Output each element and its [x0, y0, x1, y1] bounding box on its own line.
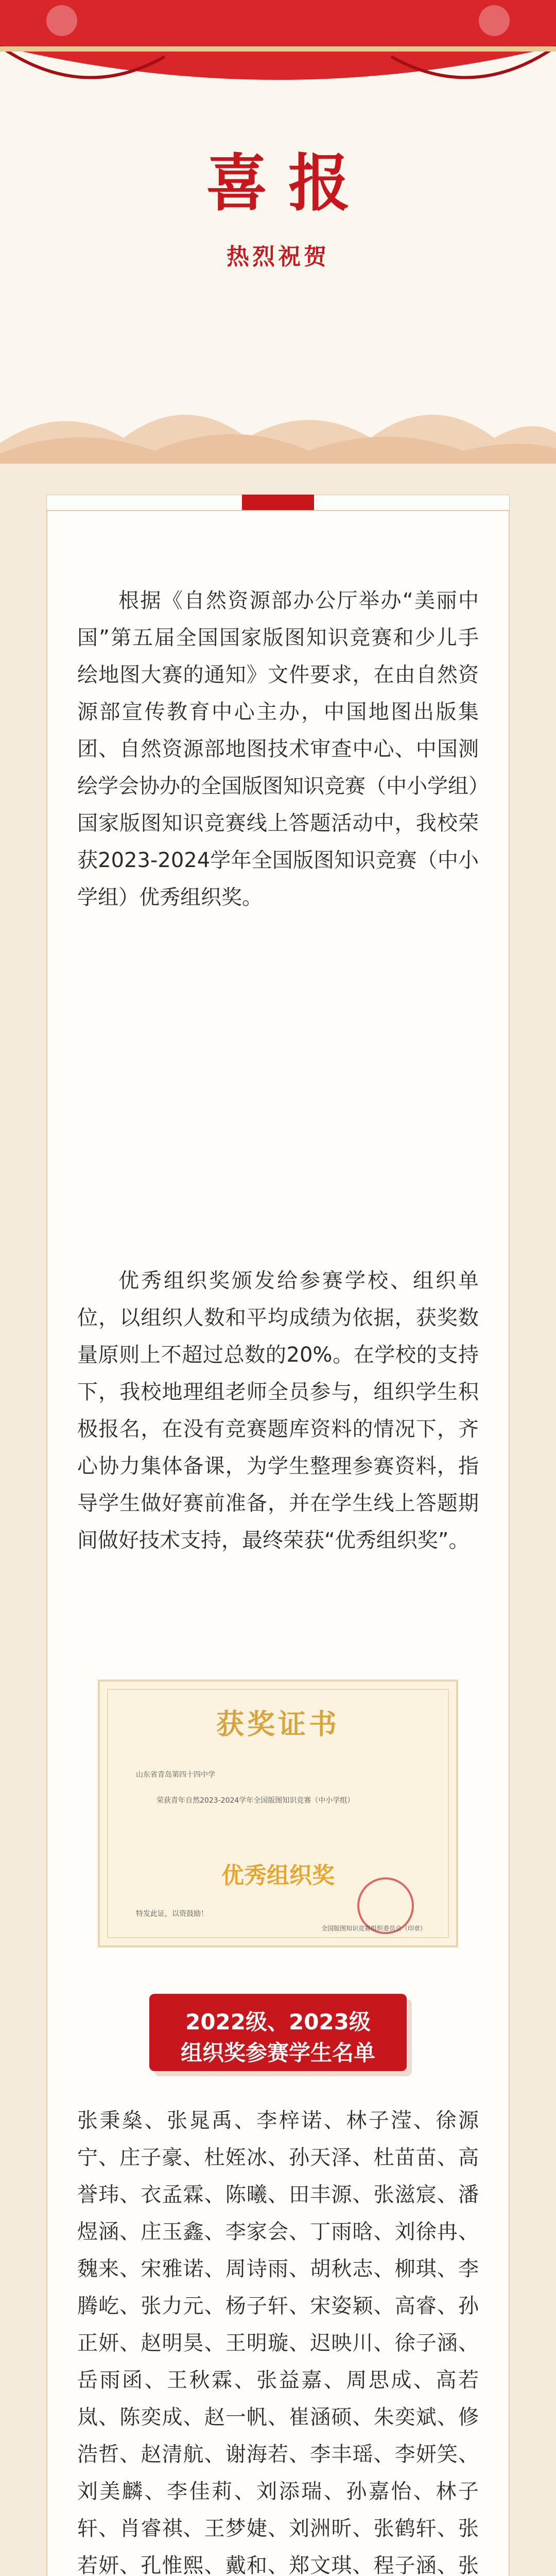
header [0, 0, 556, 464]
certificate-footer: 特发此证，以资鼓励！ [136, 1910, 208, 1918]
banner-line-2: 组织奖参赛学生名单 [180, 2040, 375, 2065]
certificate-award: 优秀组织奖 [221, 1862, 335, 1889]
cloud-decoration [0, 361, 556, 464]
banner-line-1: 2022级、2023级 [185, 2009, 371, 2035]
certificate-line: 荣获青年自然2023-2024学年全国版图知识竞赛（中小学组） [157, 1797, 355, 1805]
page-title: 喜报 [206, 148, 371, 219]
student-name-list: 张秉燊、张晁禹、李梓诺、林子滢、徐源宁、庄子豪、杜姪冰、孙天泽、杜苗苗、高誉玮、衣孟霖、陈曦、田丰源、张滋宸、潘煜涵、庄玉鑫、李家会、丁雨晗、刘徐冉、魏来、宋雅诺、周诗雨、胡秋志、柳琪、李腾屹、张力元、杨子轩、宋姿颖、高睿、孙正妍、赵明昊、王明璇、迟映川、徐子涵、岳雨函、王秋霖、张益嘉、周思成、高若岚、陈奕成、赵一帆、崔涵硕、朱奕斌、修浩哲、赵清航、谢海若、李丰瑶、李妍笑、刘美麟、李佳莉、刘添瑞、孙嘉怡、林子轩、肖睿祺、王梦婕、刘洲昕、张鹤轩、张若妍、孔惟熙、戴和、郑文琪、程子涵、张 [77, 2109, 479, 2576]
certificate-school: 山东省青岛第四十四中学 [136, 1771, 215, 1779]
student-list-banner [149, 1994, 407, 2071]
title-block [0, 134, 556, 271]
certificate-title: 获奖证书 [216, 1708, 340, 1740]
award-description-paragraph: 优秀组织奖颁发给参赛学校、组织单位，以组织人数和平均成绩为依据，获奖数量原则上不超过总数的20%。在学校的支持下，我校地理组老师全员参与，组织学生积极报名，在没有竞赛题库资料的情况下，齐心协力集体备课，为学生整理参赛资料，指导学生做好赛前准备，并在学生线上答题期间做好技术支持，最终荣获“优秀组织奖”。 [77, 1269, 479, 1552]
intro-paragraph: 根据《自然资源部办公厅举办“美丽中国”第五届全国国家版图知识竞赛和少儿手绘地图大赛的通知》文件要求，在由自然资源部宣传教育中心主办，中国地图出版集团、自然资源部地图技术审查中心、中国测绘学会协办的全国版图知识竞赛（中小学组）国家版图知识竞赛线上答题活动中，我校荣获2023-2024学年全国版图知识竞赛（中小学组）优秀组织奖。 [77, 589, 479, 909]
page-subtitle: 热烈祝贺 [227, 244, 329, 270]
certificate-issuer: 全国版图知识竞赛组织委员会（印章） [321, 1925, 427, 1932]
award-certificate [98, 1680, 458, 1947]
